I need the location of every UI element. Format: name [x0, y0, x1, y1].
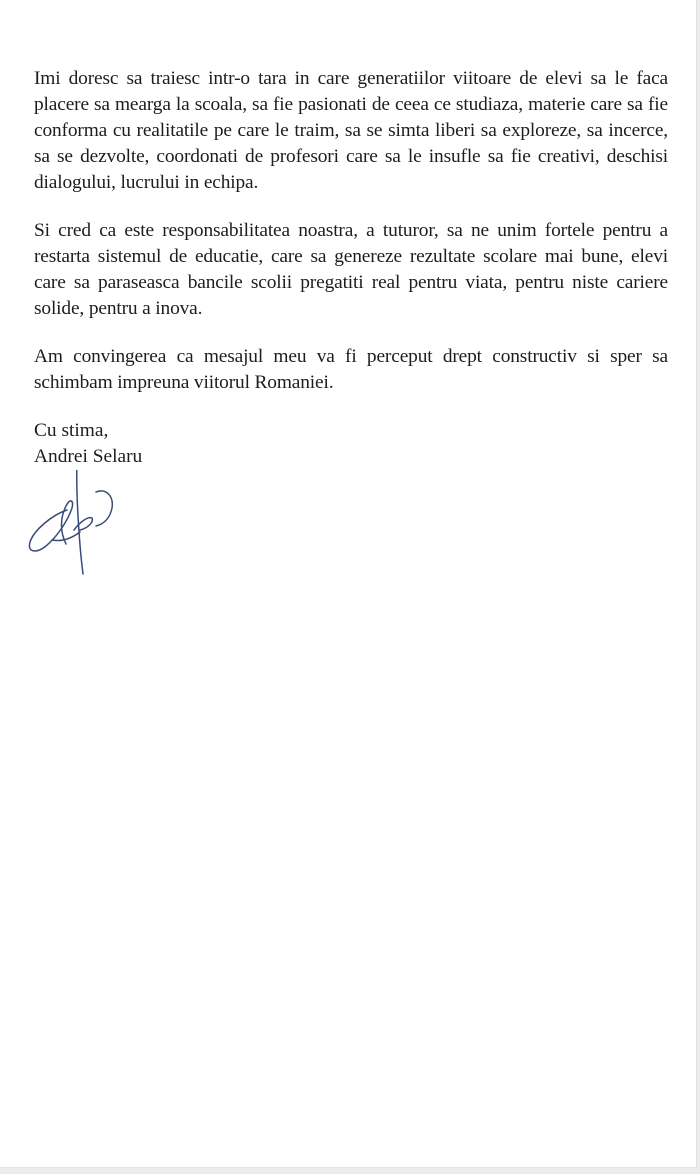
- paragraph-2: Si cred ca este responsabilitatea noastra, a tuturor, sa ne unim fortele pentru a restarta sistemul de educatie, care sa genereze rezultate scolare mai bune, elevi care sa paraseasca bancile scolii pregatiti real pentru viata, pentru niste cariere solide, pentru a inova.: [34, 220, 668, 319]
- closing-line: Cu stima,: [34, 420, 109, 441]
- paragraph-1: Imi doresc sa traiesc intr-o tara in care generatiilor viitoare de elevi sa le faca placere sa mearga la scoala, sa fie pasionati de ceea ce studiaza, materie care sa fie conforma cu realitatile pe care le traim, sa se simta liberi sa exploreze, sa incerce, sa se dezvolte, coordonati de profesori care sa le insufle sa fie creativi, deschisi dialogului, lucrului in echipa.: [34, 68, 668, 193]
- handwritten-signature: [22, 470, 132, 580]
- signer-name: Andrei Selaru: [34, 446, 143, 467]
- letter-body: [34, 66, 668, 470]
- paragraph-3: Am convingerea ca mesajul meu va fi perceput drept constructiv si sper sa schimbam impreuna viitorul Romaniei.: [34, 346, 668, 393]
